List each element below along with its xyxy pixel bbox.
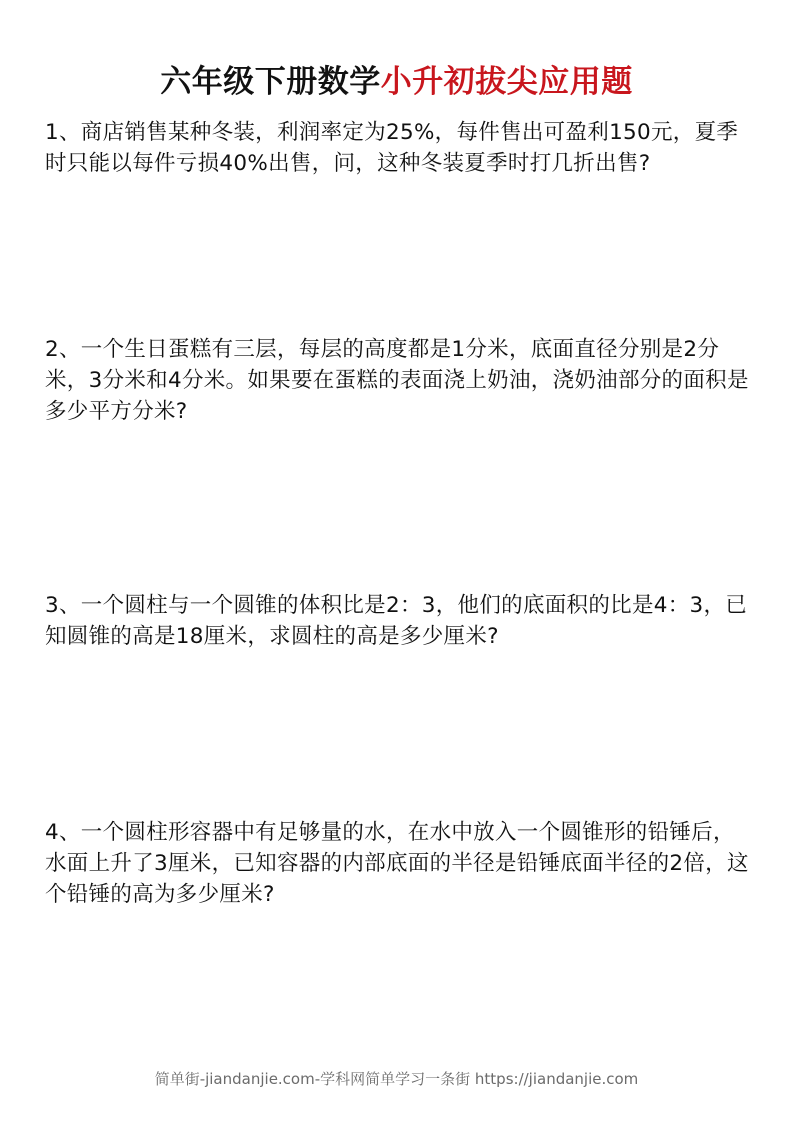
page-footer: 简单街-jiandanjie.com-学科网简单学习一条街 https://jiandanjie.com (154, 1070, 639, 1088)
question-2: 2、一个生日蛋糕有三层，每层的高度都是1分米，底面直径分别是2分米，3分米和4分米。如果要在蛋糕的表面浇上奶油，浇奶油部分的面积是多少平方分米? (45, 337, 749, 424)
question-1: 1、商店销售某种冬装，利润率定为25%，每件售出可盈利150元，夏季时只能以每件亏损40%出售，问，这种冬装夏季时打几折出售? (45, 120, 739, 176)
title-grade-label: 六年级下册数学 (160, 64, 381, 100)
title-topic-label: 小升初拔尖应用题 (380, 64, 633, 100)
page-title (0, 62, 793, 102)
question-4: 4、一个圆柱形容器中有足够量的水，在水中放入一个圆锥形的铅锤后，水面上升了3厘米，已知容器的内部底面的半径是铅锤底面半径的2倍，这个铅锤的高为多少厘米? (45, 820, 749, 907)
question-3: 3、一个圆柱与一个圆锥的体积比是2：3，他们的底面积的比是4：3，已知圆锥的高是18厘米，求圆柱的高是多少厘米? (45, 593, 748, 649)
